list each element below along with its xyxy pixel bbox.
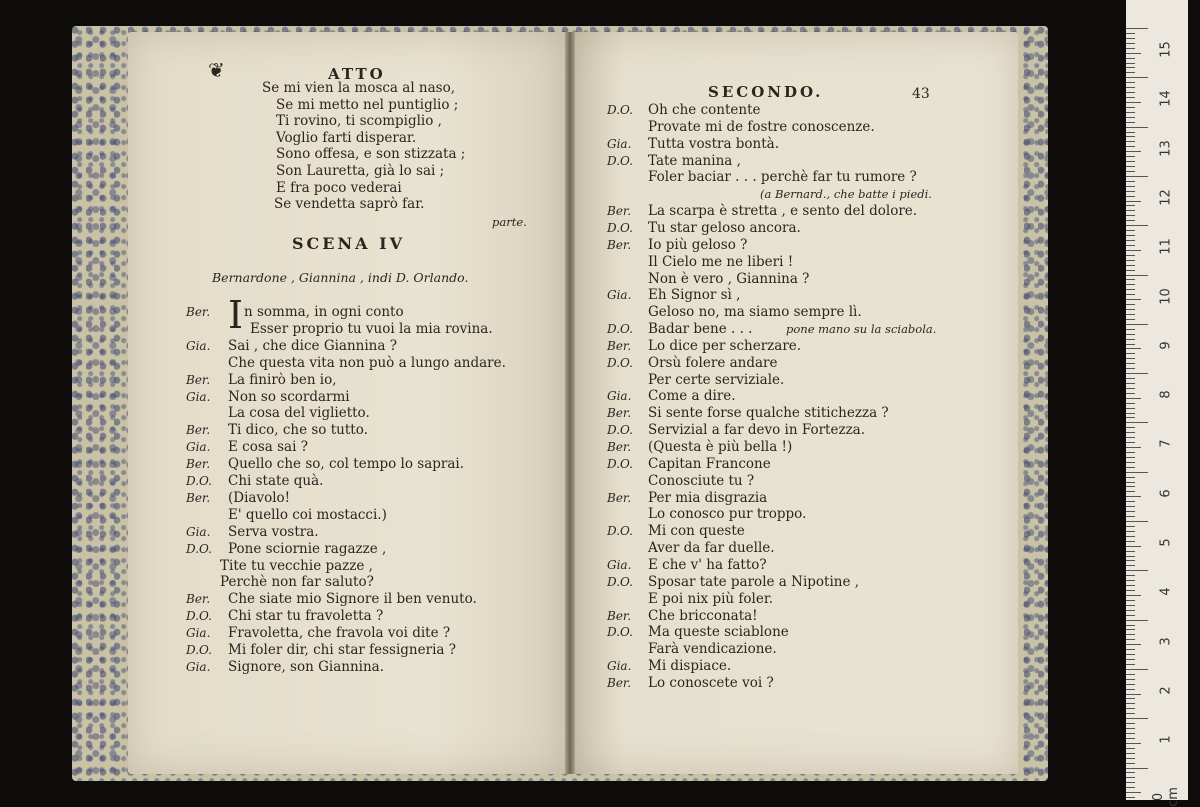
ruler-tick [1126, 260, 1135, 261]
ruler-tick [1126, 284, 1135, 285]
ruler-tick [1126, 127, 1148, 128]
ruler-tick [1126, 763, 1135, 764]
ruler-tick [1126, 141, 1135, 142]
dialogue-line: Tite tu vecchie pazze , [220, 557, 373, 574]
ruler-tick [1126, 107, 1135, 108]
ruler-tick [1126, 556, 1135, 557]
dialogue-line: Ti dico, che so tutto. [228, 422, 368, 439]
speaker-label: Gia. [607, 136, 632, 151]
ruler-tick [1126, 659, 1135, 660]
ruler-tick [1126, 565, 1135, 566]
ruler-tick [1126, 417, 1135, 418]
dialogue-line: Lo dice per scherzare. [648, 337, 802, 354]
speaker-label: Gia. [607, 659, 632, 674]
dialogue-line: Mi dispiace. [648, 658, 732, 675]
dialogue-line: Perchè non far saluto? [220, 574, 374, 591]
ruler-tick [1126, 758, 1135, 759]
ruler-label: 7 [1158, 439, 1174, 449]
ruler-tick [1126, 373, 1148, 374]
ruler-tick [1126, 348, 1141, 349]
ruler-tick [1126, 447, 1141, 448]
speaker-label: Ber. [186, 372, 211, 387]
speaker-label: Gia. [607, 288, 632, 303]
ruler-label: 2 [1158, 686, 1174, 695]
dialogue-line: Io più geloso ? [648, 236, 748, 253]
dialogue-line: E cosa sai ? [228, 439, 308, 456]
speaker-label: Ber. [186, 457, 211, 472]
ruler-tick [1126, 413, 1135, 414]
ruler-tick [1126, 97, 1135, 98]
ruler-tick [1126, 58, 1135, 59]
ruler-tick [1126, 610, 1135, 611]
dialogue-line: Chi star tu fravoletta ? [228, 608, 384, 625]
ruler-tick [1126, 768, 1148, 769]
ruler-tick [1126, 186, 1135, 187]
ruler-tick [1126, 383, 1135, 384]
ruler-tick [1126, 787, 1135, 788]
right-page [572, 32, 1018, 774]
ruler-tick [1126, 299, 1141, 300]
ruler-tick [1126, 156, 1135, 157]
ruler-tick [1126, 639, 1135, 640]
ruler-tick [1126, 230, 1135, 231]
speaker-label: Gia. [186, 524, 211, 539]
ruler-tick [1126, 82, 1135, 83]
ruler-tick [1126, 703, 1135, 704]
ruler-tick [1126, 698, 1135, 699]
speaker-label: Ber. [607, 675, 632, 690]
dialogue-line: Farà vendicazione. [648, 641, 777, 658]
ruler-tick [1126, 560, 1135, 561]
ruler-tick [1126, 738, 1135, 739]
ruler-tick [1126, 496, 1141, 497]
dialogue-line: Sposar tate parole a Nipotine , [648, 573, 860, 590]
ruler-tick [1126, 422, 1148, 423]
dialogue-line: Aver da far duelle. [648, 540, 775, 557]
ruler-tick [1126, 526, 1135, 527]
ruler-tick [1126, 477, 1135, 478]
dialogue-line: Sai , che dice Giannina ? [228, 337, 397, 354]
dialogue-line: Eh Signor sì , [648, 287, 741, 304]
ruler-tick [1126, 733, 1135, 734]
ruler-tick [1126, 353, 1135, 354]
speaker-label: Ber. [607, 204, 632, 219]
ruler-tick [1126, 92, 1135, 93]
ruler-tick [1126, 408, 1135, 409]
speaker-label: Ber. [607, 338, 632, 353]
ruler-tick [1126, 669, 1148, 670]
speaker-label: D.O. [186, 474, 212, 488]
dialogue-line: Conosciute tu ? [648, 472, 755, 489]
dialogue-line: Per mia disgrazia [648, 489, 768, 506]
ruler-tick [1126, 595, 1141, 596]
ruler-tick [1126, 250, 1141, 251]
ruler-tick [1126, 777, 1135, 778]
ruler-tick [1126, 53, 1141, 54]
dialogue-line: (Questa è più bella !) [648, 439, 793, 455]
ruler-tick [1126, 570, 1148, 571]
ruler-tick [1126, 363, 1135, 364]
dialogue-line: E poi nix più foler. [648, 590, 774, 607]
ruler-tick [1126, 279, 1135, 280]
speaker-label: Ber. [607, 490, 632, 505]
ruler-tick [1126, 309, 1135, 310]
dialogue-line: Oh che contente [648, 102, 761, 118]
dialogue-line: Mi con queste [648, 523, 745, 540]
ruler-tick [1126, 201, 1141, 202]
ruler-tick [1126, 590, 1135, 591]
ruler-tick [1126, 270, 1135, 271]
ruler-tick [1126, 151, 1141, 152]
ruler-tick [1126, 245, 1135, 246]
dialogue-line: Signore, son Giannina. [228, 658, 384, 675]
aria-line: Se vendetta saprò far. [274, 196, 425, 213]
dialogue-line: n somma, in ogni conto [244, 304, 404, 320]
ruler-tick [1126, 427, 1135, 428]
scene-characters: Bernardone , Giannina , indi D. Orlando. [212, 270, 469, 285]
ruler-tick [1126, 378, 1135, 379]
speaker-label: D.O. [607, 625, 633, 640]
ruler-tick [1126, 314, 1135, 315]
ruler-tick [1126, 772, 1135, 773]
aria-line: Se mi vien la mosca al naso, [262, 80, 456, 96]
ruler-tick [1126, 437, 1135, 438]
dialogue-line: Ma queste sciablone [648, 624, 789, 641]
ruler-tick [1126, 38, 1135, 39]
ruler-tick [1126, 67, 1135, 68]
ruler-label: 11 [1158, 238, 1174, 255]
ruler-tick [1126, 634, 1135, 635]
ruler-tick [1126, 196, 1135, 197]
ruler-tick [1126, 215, 1135, 216]
ruler-tick [1126, 210, 1135, 211]
ruler-label: 0 cm [1151, 786, 1181, 807]
ruler-tick [1126, 605, 1135, 606]
ruler-tick [1126, 324, 1148, 325]
ruler-tick [1126, 181, 1135, 182]
exit-direction: parte. [492, 215, 527, 229]
ruler-tick [1126, 753, 1135, 754]
dialogue-line: Non è vero , Giannina ? [648, 270, 810, 287]
ruler-tick [1126, 339, 1135, 340]
dialogue-line: Lo conoscete voi ? [648, 674, 774, 691]
ruler-tick [1126, 600, 1135, 601]
book-gutter [565, 32, 575, 774]
ruler-label: 10 [1158, 287, 1174, 305]
dialogue-line: Come a dire. [648, 388, 736, 405]
ruler-tick [1126, 506, 1135, 507]
speaker-label: Ber. [186, 490, 211, 505]
dialogue-line: E che v' ha fatto? [648, 556, 767, 573]
dialogue-line: Tate manina , [648, 152, 741, 169]
ruler-tick [1126, 664, 1135, 665]
aria-line: Son Lauretta, già lo sai ; [276, 163, 445, 179]
ruler-tick [1126, 689, 1135, 690]
ruler-tick [1126, 491, 1135, 492]
dialogue-line: Foler baciar . . . perchè far tu rumore ? [648, 169, 917, 186]
dialogue-line: Provate mi de fostre conoscenze. [648, 118, 875, 135]
dialogue-line: Tutta vostra bontà. [648, 135, 780, 152]
speaker-label: D.O. [607, 456, 633, 471]
ruler-tick [1126, 132, 1135, 133]
ruler-tick [1126, 684, 1135, 685]
ruler-tick [1126, 398, 1141, 399]
ruler-tick [1126, 718, 1148, 719]
running-head-left: ATTO [328, 65, 386, 83]
ruler-tick [1126, 294, 1135, 295]
drop-cap: I [228, 293, 244, 337]
dialogue-line: Serva vostra. [228, 523, 319, 540]
ruler-tick [1126, 644, 1141, 645]
dialogue-line: Capitan Francone [648, 455, 771, 472]
speaker-label: D.O. [607, 355, 633, 370]
dialogue-line: Orsù folere andare [648, 354, 778, 371]
dialogue-line: La cosa del viglietto. [228, 405, 370, 422]
ruler-tick [1126, 797, 1135, 798]
ruler-label: 1 [1158, 735, 1174, 744]
speaker-label: Ber. [607, 237, 632, 252]
ruler-tick [1126, 33, 1135, 34]
dialogue-line: Il Cielo me ne liberi ! [648, 253, 794, 270]
ruler-tick [1126, 358, 1135, 359]
ruler-tick [1126, 462, 1135, 463]
speaker-label: D.O. [186, 609, 212, 624]
dialogue-line: E' quello coi mostacci.) [228, 506, 387, 523]
ruler-tick [1126, 72, 1135, 73]
speaker-label: D.O. [607, 103, 633, 117]
aria-line: Sono offesa, e son stizzata ; [276, 146, 466, 163]
dialogue-line: Esser proprio tu vuoi la mia rovina. [250, 320, 493, 337]
ruler-tick [1126, 28, 1148, 29]
ruler-tick [1126, 580, 1135, 581]
ruler-tick [1126, 792, 1141, 793]
dialogue-line: Pone sciornie ragazze , [228, 540, 387, 557]
ruler-tick [1126, 112, 1135, 113]
ruler-tick [1126, 220, 1135, 221]
speaker-label: Gia. [186, 659, 211, 674]
ruler-tick [1126, 782, 1135, 783]
stage-direction: (a Bernard., che batte i piedi. [760, 187, 932, 202]
speaker-label: D.O. [607, 574, 633, 589]
measuring-ruler [1126, 0, 1188, 807]
ruler-tick [1126, 531, 1135, 532]
ruler-tick [1126, 87, 1135, 88]
speaker-label: Ber. [607, 406, 632, 421]
speaker-label: Ber. [186, 423, 211, 438]
ruler-tick [1126, 629, 1135, 630]
speaker-label: Ber. [607, 608, 632, 623]
ruler-tick [1126, 708, 1135, 709]
ruler-tick [1126, 388, 1135, 389]
ruler-tick [1126, 304, 1135, 305]
ruler-tick [1126, 265, 1135, 266]
ruler-tick [1126, 723, 1135, 724]
aria-line: Ti rovino, ti scompiglio , [276, 113, 442, 130]
speaker-label: D.O. [186, 541, 212, 556]
ruler-tick [1126, 77, 1148, 78]
speaker-label: Ber. [186, 305, 211, 319]
aria-line: Voglio farti disperar. [276, 129, 417, 146]
dialogue-line: La finirò ben io, [228, 371, 337, 388]
ruler-tick [1126, 457, 1135, 458]
ruler-tick [1126, 679, 1135, 680]
ruler-tick [1126, 674, 1135, 675]
dialogue-line: Mi foler dir, chi star fessigneria ? [228, 642, 456, 658]
ruler-label: 13 [1158, 139, 1174, 157]
ruler-tick [1126, 240, 1135, 241]
dialogue-line: (Diavolo! [228, 489, 291, 506]
ruler-tick [1126, 511, 1135, 512]
page-number: 43 [912, 86, 930, 102]
ruler-tick [1126, 161, 1135, 162]
speaker-label: Gia. [186, 338, 211, 353]
ruler-tick [1126, 442, 1135, 443]
ruler-tick [1126, 334, 1135, 335]
ruler-tick [1126, 452, 1135, 453]
ruler-tick [1126, 171, 1135, 172]
ruler-tick [1126, 166, 1135, 167]
speaker-label: Gia. [607, 389, 632, 404]
speaker-label: Gia. [186, 389, 211, 404]
ruler-label: 5 [1158, 538, 1174, 547]
ruler-tick [1126, 225, 1148, 226]
ruler-label: 8 [1158, 390, 1174, 399]
speaker-label: D.O. [607, 153, 633, 168]
speaker-label: D.O. [607, 524, 633, 539]
ruler-tick [1126, 620, 1148, 621]
ruler-tick [1126, 393, 1135, 394]
speaker-label: Gia. [186, 626, 211, 641]
ruler-tick [1126, 344, 1135, 345]
ruler-tick [1126, 649, 1135, 650]
ruler-tick [1126, 191, 1135, 192]
dialogue-line: Quello che so, col tempo lo saprai. [228, 456, 465, 473]
ruler-tick [1126, 275, 1148, 276]
ruler-tick [1126, 486, 1135, 487]
dialogue-line: Geloso no, ma siamo sempre lì. [648, 304, 862, 321]
ruler-tick [1126, 748, 1135, 749]
ruler-tick [1126, 713, 1135, 714]
ruler-tick [1126, 694, 1141, 695]
ruler-tick [1126, 122, 1135, 123]
ruler-tick [1126, 146, 1135, 147]
dialogue-line: Che siate mio Signore il ben venuto. [228, 591, 477, 608]
ruler-tick [1126, 521, 1148, 522]
ruler-label: 4 [1158, 587, 1174, 596]
speaker-label: D.O. [607, 322, 633, 337]
ruler-tick [1126, 136, 1135, 137]
aria-line: E fra poco vederai [276, 179, 402, 196]
ruler-tick [1126, 615, 1135, 616]
ruler-tick [1126, 329, 1135, 330]
ruler-tick [1126, 551, 1135, 552]
speaker-label: Gia. [186, 440, 211, 455]
dialogue-line: Chi state quà. [228, 473, 324, 489]
aria-line: Se mi metto nel puntiglio ; [276, 96, 459, 113]
ruler-tick [1126, 516, 1135, 517]
speaker-label: Ber. [186, 592, 211, 607]
ruler-tick [1126, 255, 1135, 256]
ruler-tick [1126, 654, 1135, 655]
ruler-tick [1126, 368, 1135, 369]
ornament-icon: ❦ [208, 58, 225, 82]
dialogue-line: La scarpa è stretta , e sento del dolore. [648, 203, 918, 220]
dialogue-line: Lo conosco pur troppo. [648, 506, 807, 523]
dialogue-line: Badar bene . . . [648, 321, 753, 338]
dialogue-line: Si sente forse qualche stitichezza ? [648, 405, 889, 422]
ruler-tick [1126, 43, 1135, 44]
ruler-label: 14 [1158, 90, 1174, 108]
speaker-label: Gia. [607, 557, 632, 572]
ruler-tick [1126, 541, 1135, 542]
ruler-tick [1126, 546, 1141, 547]
dialogue-line: Non so scordarmi [228, 388, 350, 405]
ruler-tick [1126, 235, 1135, 236]
dialogue-line: Che bricconata! [648, 607, 758, 624]
ruler-tick [1126, 63, 1135, 64]
dialogue-line: Tu star geloso ancora. [648, 219, 801, 236]
ruler-tick [1126, 432, 1135, 433]
ruler-tick [1126, 501, 1135, 502]
running-head-right: SECONDO. [708, 83, 824, 101]
ruler-tick [1126, 403, 1135, 404]
ruler-tick [1126, 176, 1148, 177]
ruler-tick [1126, 48, 1135, 49]
ruler-tick [1126, 467, 1135, 468]
scene-title: SCENA IV [292, 234, 405, 253]
ruler-tick [1126, 625, 1135, 626]
ruler-label: 12 [1158, 189, 1174, 206]
ruler-tick [1126, 205, 1135, 206]
ruler-label: 6 [1158, 489, 1174, 498]
ruler-label: 3 [1158, 636, 1174, 646]
ruler-tick [1126, 472, 1148, 473]
ruler-label: 15 [1158, 41, 1174, 58]
stage-direction: pone mano su la sciabola. [786, 322, 937, 337]
speaker-label: D.O. [607, 220, 633, 235]
ruler-tick [1126, 319, 1135, 320]
speaker-label: D.O. [186, 643, 212, 657]
dialogue-line: Che questa vita non può a lungo andare. [228, 354, 506, 371]
speaker-label: Ber. [607, 440, 632, 454]
ruler-tick [1126, 575, 1135, 576]
dialogue-line: Fravoletta, che fravola voi dite ? [228, 625, 451, 642]
speaker-label: D.O. [607, 423, 633, 438]
ruler-tick [1126, 482, 1135, 483]
ruler-tick [1126, 536, 1135, 537]
ruler-tick [1126, 743, 1141, 744]
dialogue-line: Servizial a far devo in Fortezza. [648, 422, 866, 439]
ruler-tick [1126, 289, 1135, 290]
ruler-tick [1126, 102, 1141, 103]
ruler-label: 9 [1158, 341, 1174, 350]
ruler-tick [1126, 728, 1135, 729]
ruler-tick [1126, 117, 1135, 118]
ruler-tick [1126, 585, 1135, 586]
dialogue-line: Per certe serviziale. [648, 371, 785, 388]
